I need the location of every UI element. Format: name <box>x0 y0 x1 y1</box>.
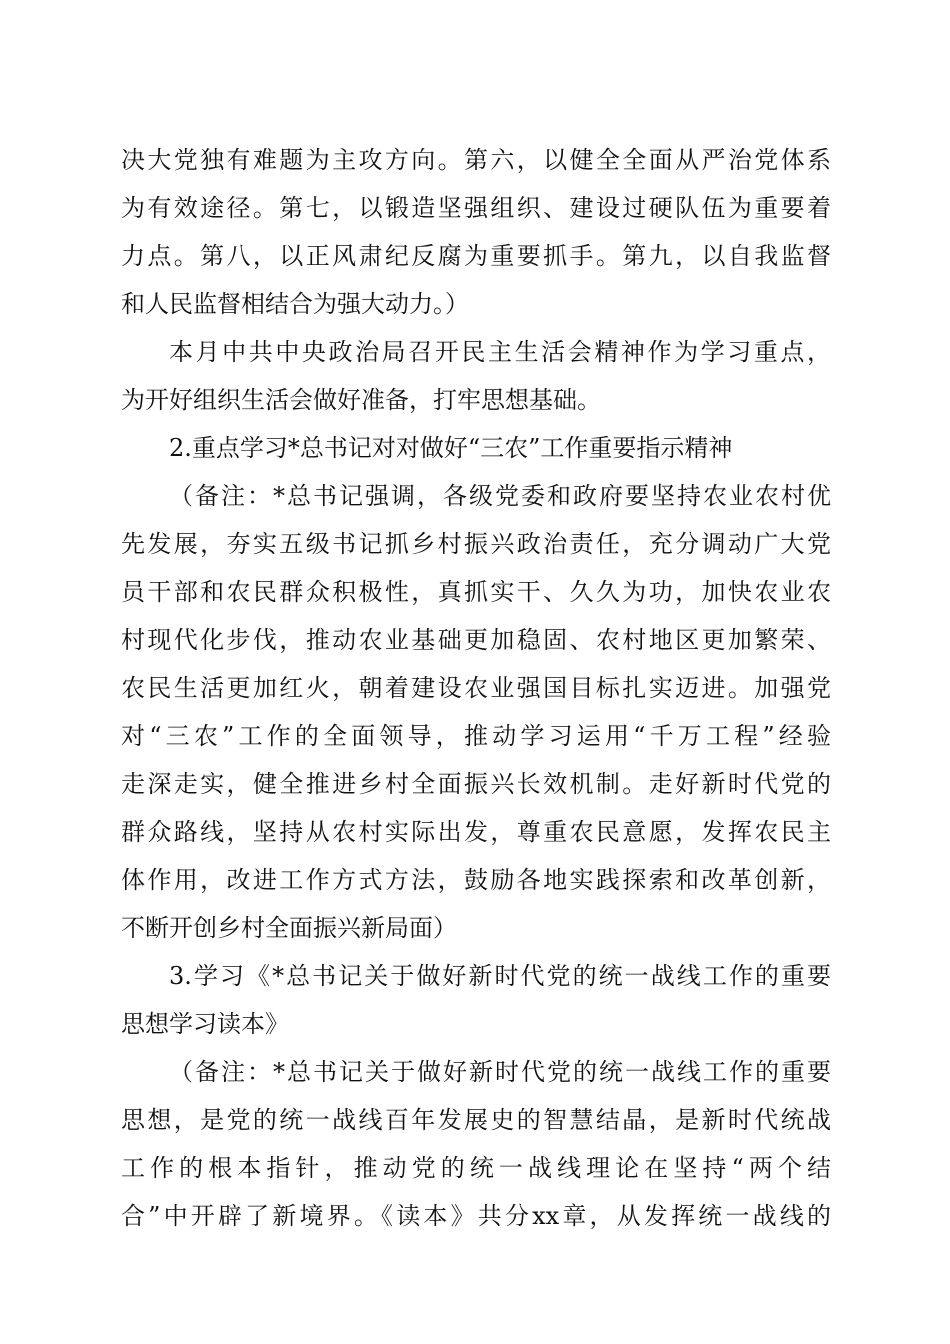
text-line: 群众路线，坚持从农村实际出发，尊重农民意愿，发挥农民主 <box>121 818 831 846</box>
text-line: 不断开创乡村全面振兴新局面） <box>121 914 457 942</box>
text-line: 力点。第八，以正风肃纪反腐为重要抓手。第九，以自我监督 <box>121 242 831 270</box>
text-line: 员干部和农民群众积极性，真抓实干、久久为功，加快农业农 <box>121 578 831 606</box>
text-line: 体作用，改进工作方式方法，鼓励各地实践探索和改革创新， <box>121 866 831 894</box>
text-line: 决大党独有难题为主攻方向。第六，以健全全面从严治党体系 <box>121 146 831 174</box>
section-heading: 思想学习读本》 <box>121 1010 289 1038</box>
text-line: 为有效途径。第七，以锻造坚强组织、建设过硬队伍为重要着 <box>121 194 831 222</box>
section-heading: 2.重点学习*总书记对对做好“三农”工作重要指示精神 <box>169 434 733 462</box>
text-line: 农民生活更加红火，朝着建设农业强国目标扎实迈进。加强党 <box>121 674 831 702</box>
text-line: 先发展，夯实五级书记抓乡村振兴政治责任，充分调动广大党 <box>121 530 831 558</box>
section-heading: 3.学习《*总书记关于做好新时代党的统一战线工作的重要 <box>169 962 831 990</box>
text-line: 工作的根本指针，推动党的统一战线理论在坚持“两个结 <box>121 1154 831 1182</box>
text-line: 和人民监督相结合为强大动力。） <box>121 290 469 318</box>
text-line: 合”中开辟了新境界。《读本》共分xx章，从发挥统一战线的 <box>121 1202 831 1230</box>
text-line: 村现代化步伐，推动农业基础更加稳固、农村地区更加繁荣、 <box>121 626 831 654</box>
text-line: 走深走实，健全推进乡村全面振兴长效机制。走好新时代党的 <box>121 770 831 798</box>
text-line: （备注：*总书记关于做好新时代党的统一战线工作的重要 <box>169 1058 831 1086</box>
text-line: 对“三农”工作的全面领导，推动学习运用“千万工程”经验 <box>121 722 831 750</box>
text-line: 本月中共中央政治局召开民主生活会精神作为学习重点， <box>169 338 831 366</box>
text-line: 为开好组织生活会做好准备，打牢思想基础。 <box>121 386 601 414</box>
text-line: （备注：*总书记强调，各级党委和政府要坚持农业农村优 <box>169 482 831 510</box>
text-line: 思想，是党的统一战线百年发展史的智慧结晶，是新时代统战 <box>121 1106 831 1134</box>
